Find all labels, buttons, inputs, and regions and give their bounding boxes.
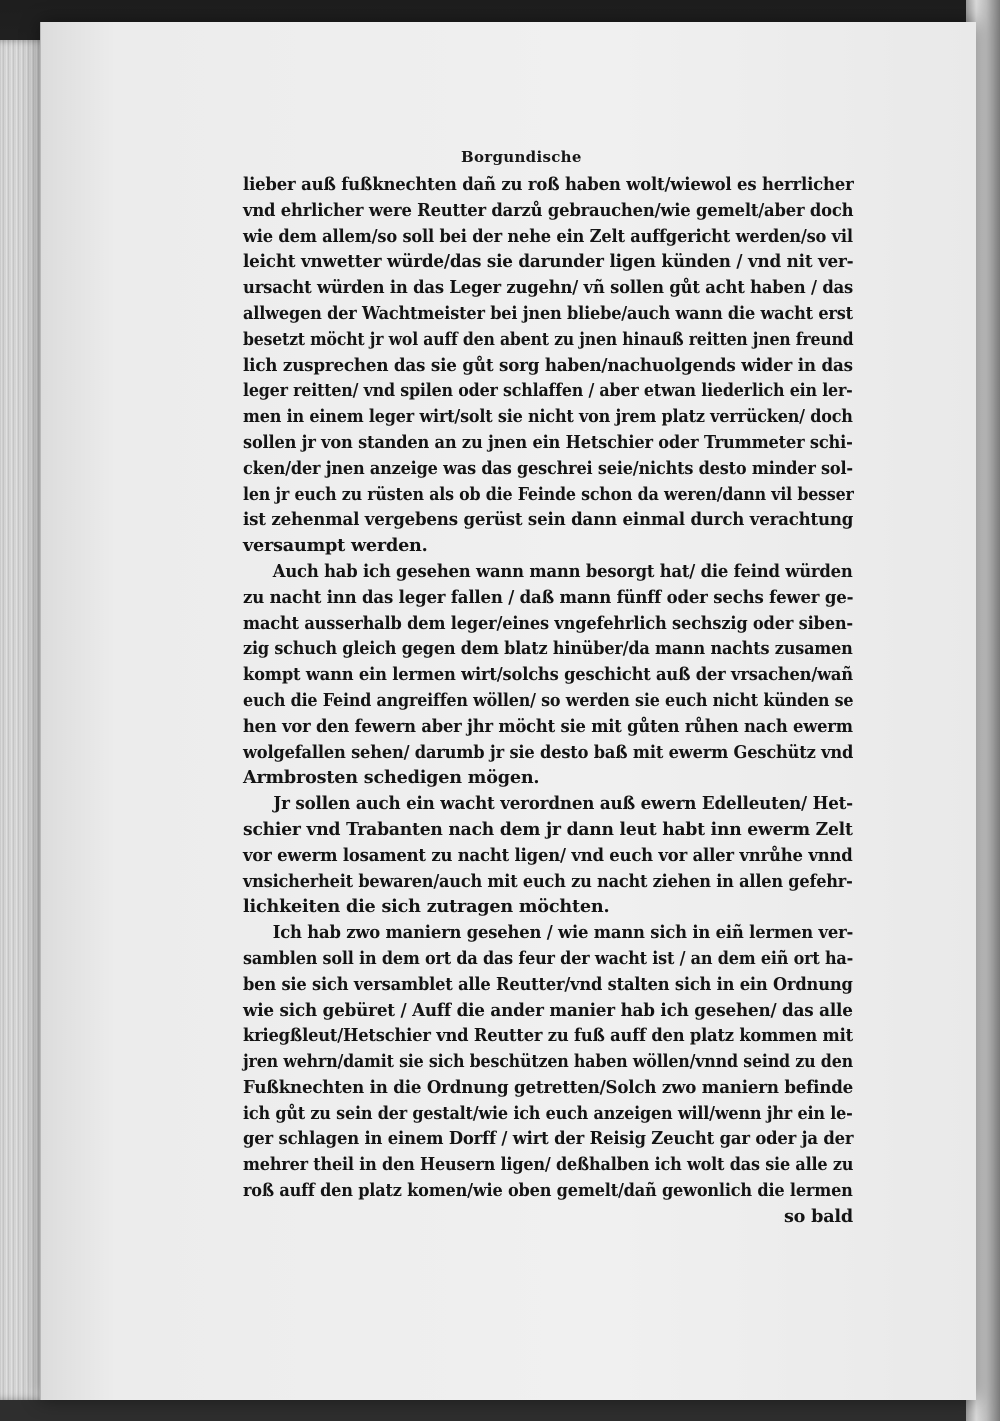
text-line: men in einem leger wirt/solt sie nicht von jrem platz verrücken/ doch	[243, 406, 853, 428]
text-line: lieber auß fußknechten dañ zu roß haben wolt/wiewol es herrlicher	[243, 174, 854, 195]
text-block	[243, 172, 853, 1230]
text-line: ger schlagen in einem Dorff / wirt der Reisig Zeucht gar oder ja der	[243, 1128, 854, 1150]
text-line: lichkeiten die sich zutragen möchten.	[243, 896, 610, 918]
text-line: besetzt möcht jr wol auff den abent zu jnen hinauß reitten jnen freund	[243, 328, 854, 350]
text-line: ben sie sich versamblet alle Reutter/vnd stalten sich in ein Ordnung	[243, 973, 853, 995]
text-line: leger reitten/ vnd spilen oder schlaffen / aber etwan liederlich ein ler-	[243, 380, 853, 402]
book-page	[40, 22, 976, 1400]
text-line: sollen jr von standen an zu jnen ein Hetschier oder Trummeter schi-	[243, 431, 853, 453]
text-line: ursacht würden in das Leger zugehn/ vñ sollen gůt acht haben / das	[243, 277, 854, 299]
text-line: len jr euch zu rüsten als ob die Feinde schon da weren/dann vil besser	[243, 483, 854, 505]
paragraph-start-line: Jr sollen auch ein wacht verordnen auß ewern Edelleuten/ Het-	[273, 793, 853, 815]
text-line: versaumpt werden.	[243, 535, 428, 557]
text-line: macht ausserhalb dem leger/eines vngefehrlich sechszig oder siben-	[243, 612, 853, 634]
text-line: wie sich gebüret / Auff die ander manier hab ich gesehen/ das alle	[243, 999, 853, 1021]
catchword: so bald	[783, 1205, 853, 1227]
text-line: lich zusprechen das sie gůt sorg haben/nachuolgends wider in das	[243, 354, 853, 376]
text-line: Fußknechten in die Ordnung getretten/Solch zwo maniern befinde	[243, 1076, 854, 1098]
text-line: Armbrosten schedigen mögen.	[243, 767, 540, 789]
running-head: Borgundische	[461, 148, 582, 166]
text-line: schier vnd Trabanten nach dem jr dann leut habt inn ewerm Zelt	[243, 818, 853, 840]
text-line: mehrer theil in den Heusern ligen/ deßhalben ich wolt das sie alle zu	[243, 1154, 854, 1176]
text-line: vnd ehrlicher were Reutter darzů gebrauchen/wie gemelt/aber doch	[243, 199, 854, 221]
text-line: leicht vnwetter würde/das sie darunder ligen künden / vnd nit ver-	[243, 251, 854, 273]
text-line: wolgefallen sehen/ darumb jr sie desto baß mit ewerm Geschütz vnd	[243, 741, 854, 763]
text-line: ist zehenmal vergebens gerüst sein dann einmal durch verachtung	[243, 509, 854, 531]
text-line: samblen soll in dem ort da das feur der wacht ist / an dem eiñ ort ha-	[243, 947, 854, 969]
text-line: euch die Feind angreiffen wöllen/ so werden sie euch nicht künden se	[243, 689, 854, 711]
text-line: roß auff den platz komen/wie oben gemelt/dañ gewonlich die lermen	[243, 1180, 853, 1202]
text-line: cken/der jnen anzeige was das geschrei seie/nichts desto minder sol-	[243, 457, 853, 479]
text-line: jren wehrn/damit sie sich beschützen haben wöllen/vnnd seind zu den	[243, 1051, 853, 1073]
text-line: ich gůt zu sein der gestalt/wie ich euch anzeigen will/wenn jhr ein le-	[243, 1102, 853, 1124]
text-line: zig schuch gleich gegen dem blatz hinüber/da mann nachts zusamen	[243, 638, 853, 660]
text-line: vnsicherheit bewaren/auch mit euch zu nacht ziehen in allen gefehr-	[243, 870, 853, 892]
text-line: vor ewerm losament zu nacht ligen/ vnd euch vor aller vnrůhe vnnd	[243, 844, 853, 866]
text-line: hen vor den fewern aber jhr möcht sie mit gůten růhen nach ewerm	[243, 715, 853, 737]
text-line: wie dem allem/so soll bei der nehe ein Zelt auffgericht werden/so vil	[243, 225, 853, 247]
text-line: kriegßleut/Hetschier vnd Reutter zu fuß auff den platz kommen mit	[243, 1025, 853, 1047]
text-line: kompt wann ein lermen wirt/solchs geschicht auß der vrsachen/wañ	[243, 664, 853, 686]
paragraph-start-line: Auch hab ich gesehen wann mann besorgt hat/ die feind würden	[272, 560, 853, 582]
text-line: zu nacht inn das leger fallen / daß mann fünff oder sechs fewer ge-	[243, 586, 854, 608]
text-line: allwegen der Wachtmeister bei jnen bliebe/auch wann die wacht erst	[243, 302, 853, 324]
paragraph-start-line: Ich hab zwo maniern gesehen / wie mann sich in eiñ lermen ver-	[272, 922, 854, 944]
